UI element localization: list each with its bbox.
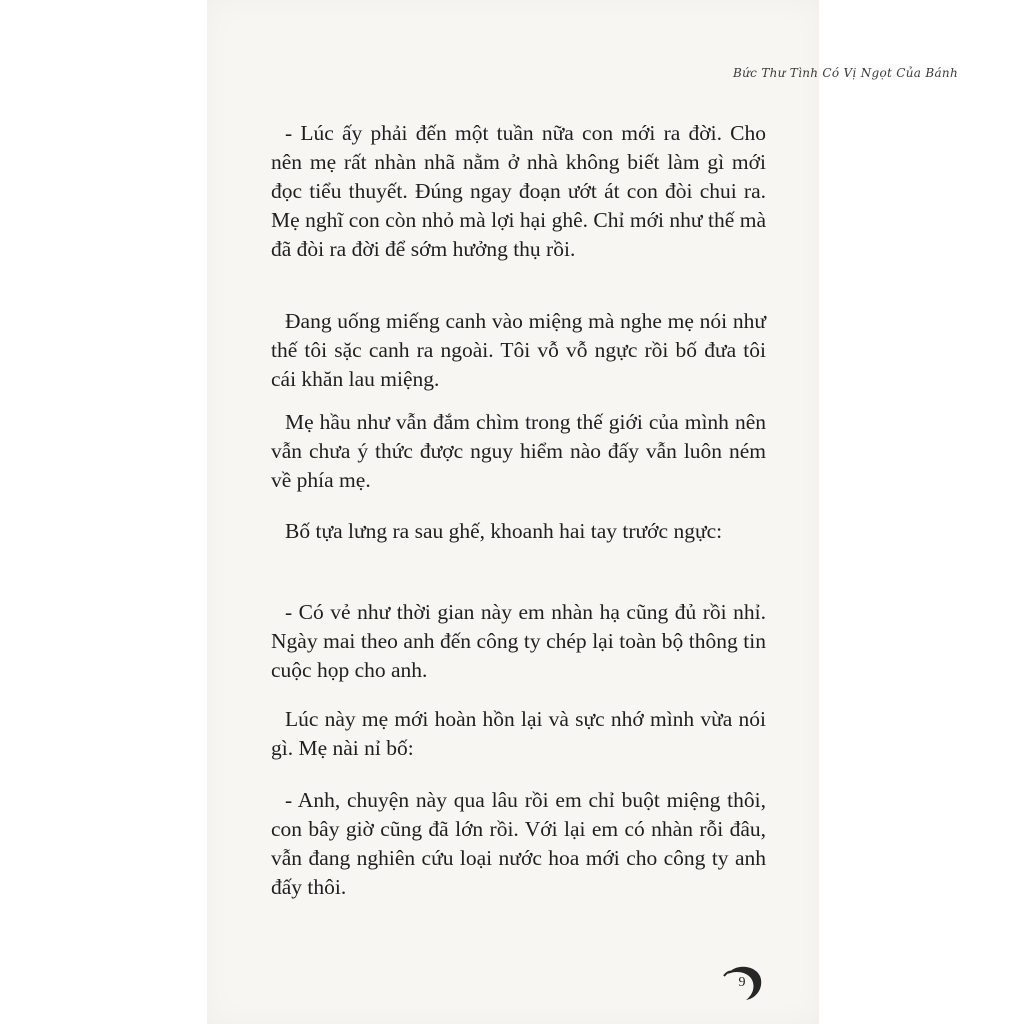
paragraph-2: Đang uống miếng canh vào miệng mà nghe mẹ nói như thế tôi sặc canh ra ngoài. Tôi vỗ vỗ ngực rồi bố đưa tôi cái khăn lau miệng. (271, 309, 766, 391)
paragraph-1: - Lúc ấy phải đến một tuần nữa con mới ra đời. Cho nên mẹ rất nhàn nhã nằm ở nhà không biết làm gì mới đọc tiểu thuyết. Đúng ngay đoạn ướt át con đòi chui ra. Mẹ nghĩ con còn nhỏ mà lợi hại ghê. Chỉ mới như thế mà đã đòi ra đời để sớm hưởng thụ rồi. (271, 121, 766, 261)
page-number-ornament (720, 962, 766, 1002)
running-header-title: Bức Thư Tình Có Vị Ngọt Của Bánh (733, 66, 958, 80)
paragraph-7: - Anh, chuyện này qua lâu rồi em chỉ buột miệng thôi, con bây giờ cũng đã lớn rồi. Với lại em có nhàn rỗi đâu, vẫn đang nghiên cứu loại nước hoa mới cho công ty anh đấy thôi. (271, 788, 766, 899)
paragraph-6: Lúc này mẹ mới hoàn hồn lại và sực nhớ mình vừa nói gì. Mẹ nài nỉ bố: (271, 707, 766, 760)
paragraph-5: - Có vẻ như thời gian này em nhàn hạ cũng đủ rồi nhỉ. Ngày mai theo anh đến công ty chép lại toàn bộ thông tin cuộc họp cho anh. (271, 600, 766, 682)
paragraph-3: Mẹ hầu như vẫn đắm chìm trong thế giới của mình nên vẫn chưa ý thức được nguy hiểm nào đấy vẫn luôn ném về phía mẹ. (271, 410, 766, 492)
paragraph-4: Bố tựa lưng ra sau ghế, khoanh hai tay trước ngực: (285, 519, 723, 543)
page-number: 9 (738, 975, 746, 990)
